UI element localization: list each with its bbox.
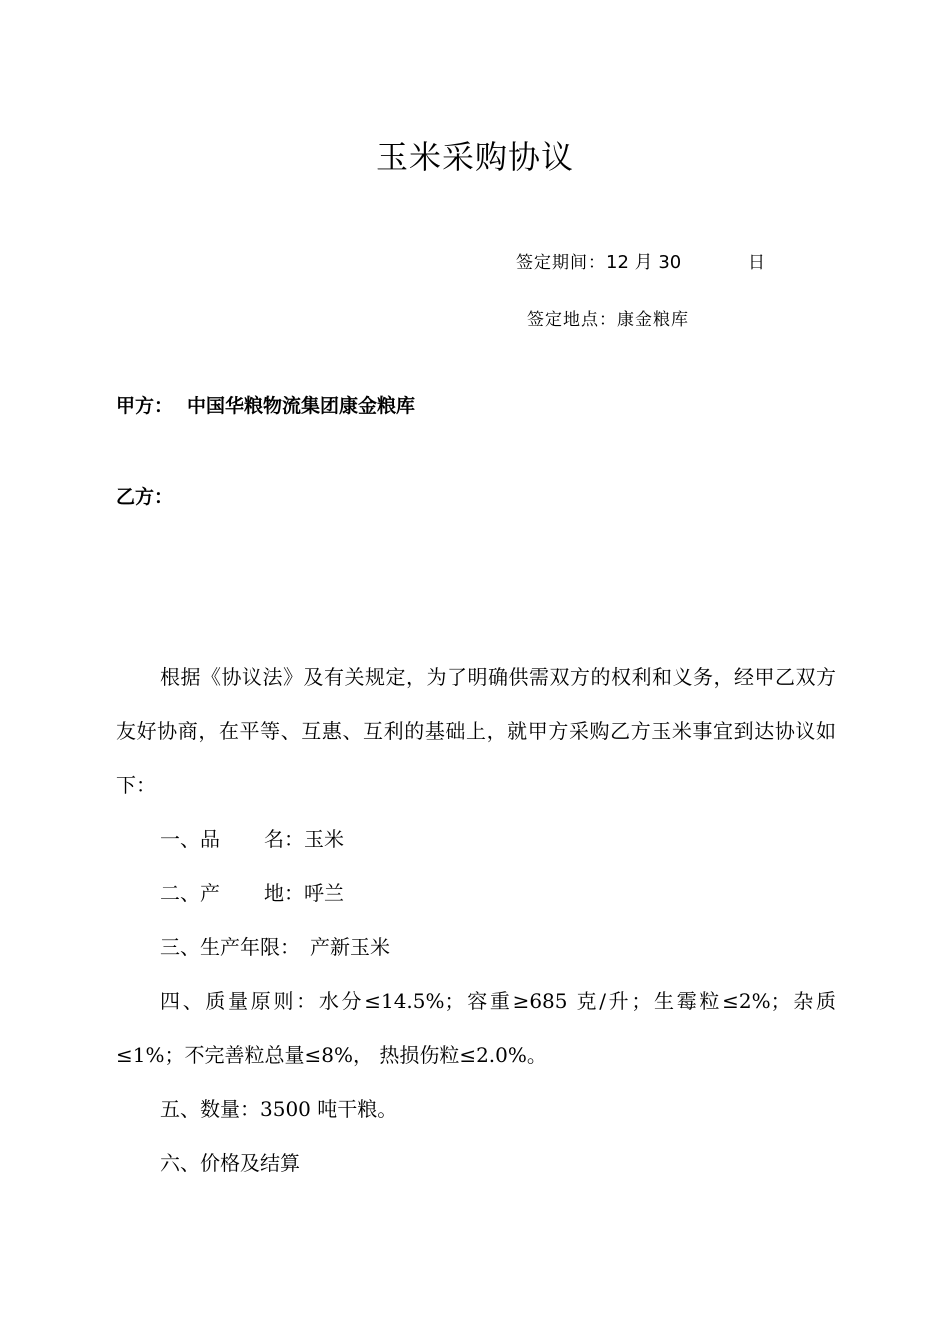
- item-quantity: 五、数量：3500 吨干粮。: [160, 1097, 398, 1121]
- sign-date-value: 12 月 30: [606, 252, 682, 273]
- intro-paragraph: 根据《协议法》及有关规定，为了明确供需双方的权利和义务，经甲乙双方友好协商，在平等、互惠、互利的基础上，就甲方采购乙方玉米事宜到达协议如下：: [116, 665, 836, 797]
- party-b-label: 乙方：: [116, 486, 174, 508]
- party-a-name: 中国华粮物流集团康金粮库: [187, 395, 416, 417]
- item-origin: [116, 866, 836, 920]
- sign-date-label: 签定期间：: [516, 253, 606, 273]
- item-product-name-prefix: 一、品: [160, 827, 220, 851]
- item-production-year: [116, 920, 836, 974]
- party-a-label: 甲方：: [116, 395, 174, 417]
- item-production-year-value: 产新玉米: [310, 935, 390, 959]
- item-origin-value: 地：呼兰: [264, 881, 344, 905]
- document-title: 玉米采购协议: [375, 138, 574, 176]
- item-origin-prefix: 二、产: [160, 881, 220, 905]
- item-quality: 四、质量原则：水分≤14.5%；容重≥685 克/升；生霉粒≤2%；杂质≤1%；不完善粒总量≤8%， 热损伤粒≤2.0%。: [116, 989, 836, 1067]
- item-product-name-value: 名：玉米: [264, 827, 344, 851]
- item-product-name: [116, 812, 836, 866]
- sign-date-day: 日: [748, 253, 766, 273]
- sign-place: 签定地点：康金粮库: [527, 310, 689, 330]
- agreement-body: [116, 650, 836, 1190]
- party-b: [116, 484, 173, 510]
- sign-date: [516, 251, 766, 275]
- item-production-year-label: 三、生产年限：: [160, 935, 300, 959]
- party-a: [116, 393, 415, 419]
- item-price: 六、价格及结算: [160, 1151, 300, 1175]
